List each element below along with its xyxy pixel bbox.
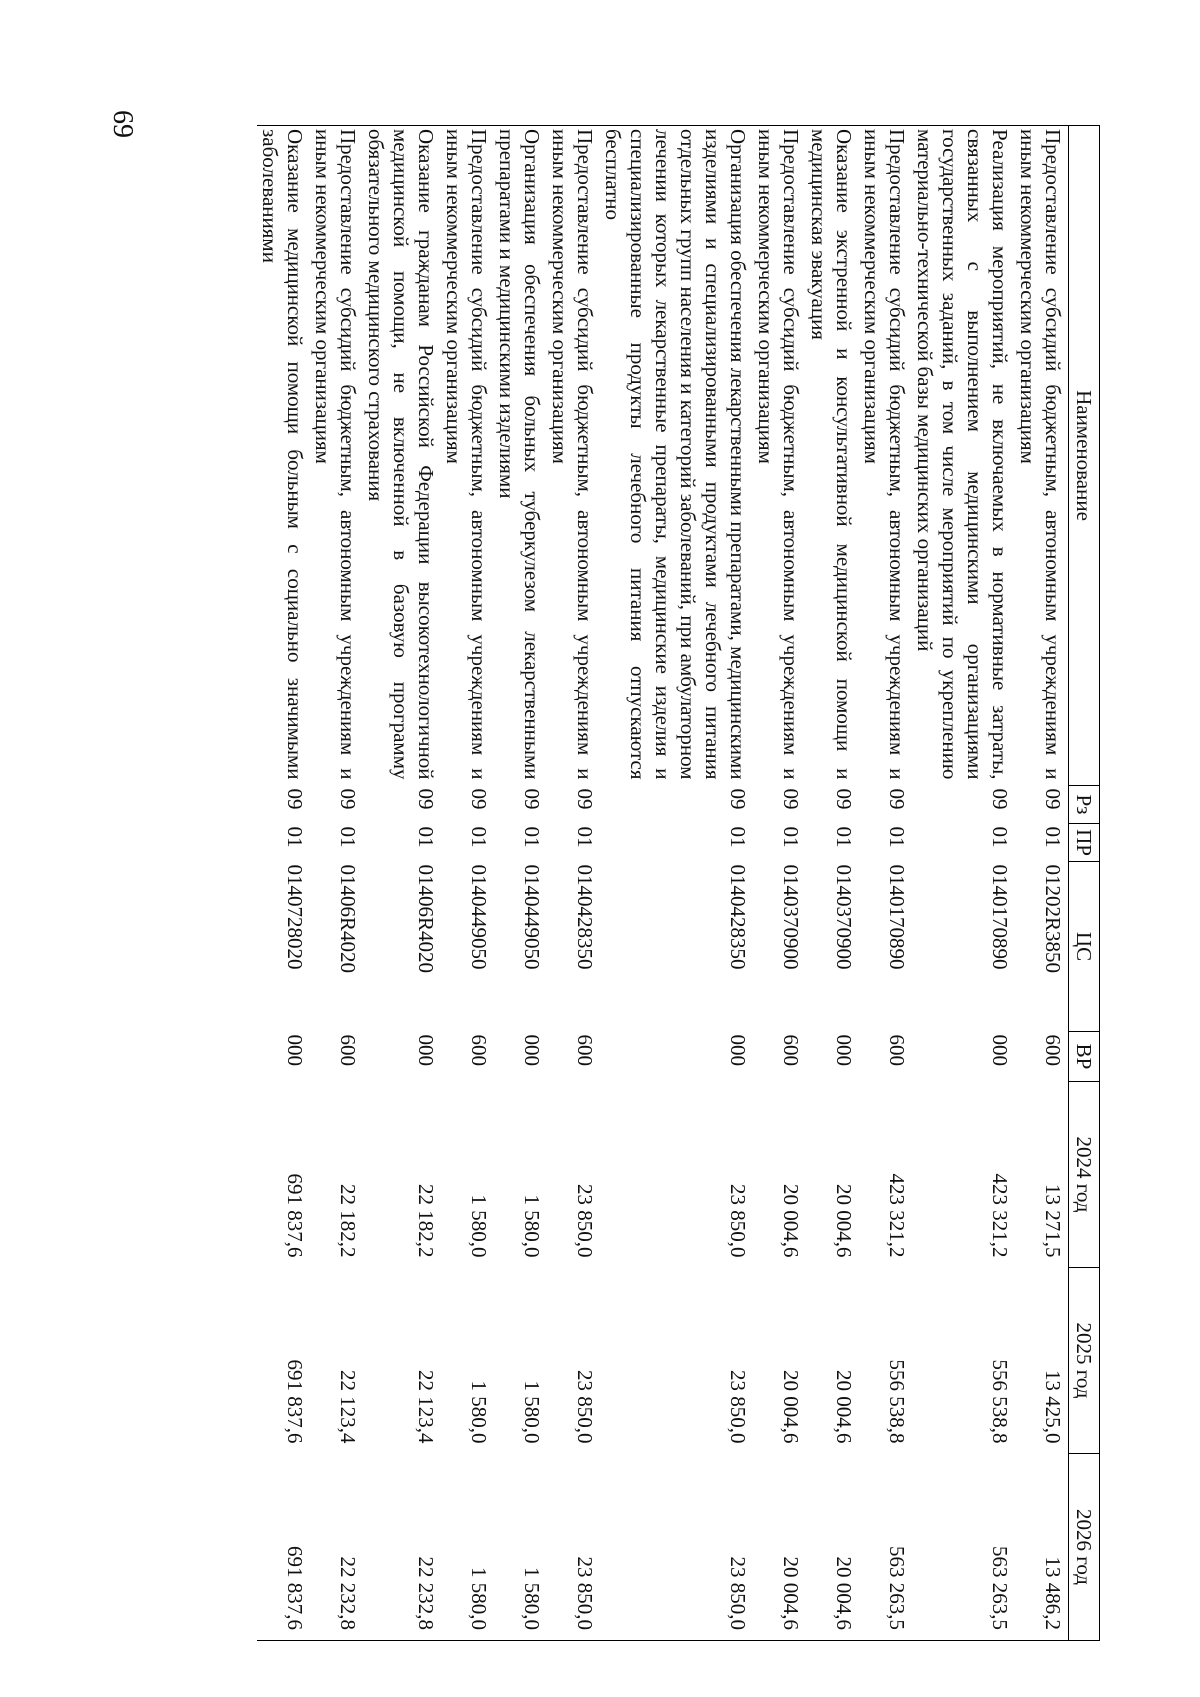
table-row <box>912 126 1015 1641</box>
table-row <box>806 126 859 1641</box>
row-pr: 01 <box>414 826 438 848</box>
row-pr: 01 <box>283 826 307 848</box>
header-2025: 2025 год <box>1069 1268 1100 1454</box>
row-name: Предоставление субсидий бюджетным, автономным учреждениям и иным некоммерческим организациям <box>753 126 806 786</box>
row-2026: 22 232,8 <box>363 1454 441 1641</box>
row-2025: 23 850,0 <box>726 1370 750 1444</box>
row-name: Оказание экстренной и консультативной медицинской помощи и медицинская эвакуация <box>806 126 859 786</box>
row-2026: 13 486,2 <box>1015 1454 1069 1641</box>
row-cs: 0140370900 <box>779 864 803 970</box>
table-row <box>547 126 600 1641</box>
row-pr: 01 <box>832 826 856 848</box>
table-row <box>441 126 494 1641</box>
header-2024: 2024 год <box>1069 1082 1100 1268</box>
row-2026: 22 232,8 <box>310 1454 363 1641</box>
row-vr: 600 <box>1041 1034 1065 1066</box>
row-cs: 0140170890 <box>988 864 1012 970</box>
row-2025: 1 580,0 <box>467 1380 491 1444</box>
header-rz: Рз <box>1069 786 1100 824</box>
row-2024: 22 182,2 <box>336 1184 360 1258</box>
row-cs: 0140428350 <box>726 864 750 970</box>
row-name: Предоставление субсидий бюджетным, автономным учреждениям и иным некоммерческим организациям <box>310 126 363 786</box>
row-2024: 23 850,0 <box>726 1184 750 1258</box>
row-pr: 01 <box>726 826 750 848</box>
table-header-row <box>1069 126 1100 1641</box>
row-2026: 563 263,5 <box>859 1454 912 1641</box>
row-2026: 563 263,5 <box>912 1454 1015 1641</box>
row-2025: 556 538,8 <box>885 1359 909 1444</box>
row-pr: 01 <box>988 826 1012 848</box>
row-2026: 1 580,0 <box>441 1454 494 1641</box>
row-name: Предоставление субсидий бюджетным, автономным учреждениям и иным некоммерческим организациям <box>859 126 912 786</box>
row-vr: 000 <box>283 1034 307 1066</box>
row-vr: 000 <box>414 1034 438 1066</box>
row-pr: 01 <box>573 826 597 848</box>
table-row <box>859 126 912 1641</box>
row-rz: 09 <box>988 788 1012 810</box>
row-name: Предоставление субсидий бюджетным, автономным учреждениям и иным некоммерческим организациям <box>1015 126 1069 786</box>
row-2024: 1 580,0 <box>520 1194 544 1258</box>
row-rz: 09 <box>573 788 597 810</box>
header-2026: 2026 год <box>1069 1454 1100 1641</box>
row-cs: 0140370900 <box>832 864 856 970</box>
row-pr: 01 <box>467 826 491 848</box>
row-rz: 09 <box>414 788 438 810</box>
row-2025: 691 837,6 <box>283 1359 307 1444</box>
header-cs: ЦС <box>1069 862 1100 1032</box>
row-2024: 22 182,2 <box>414 1184 438 1258</box>
header-vr: ВР <box>1069 1032 1100 1082</box>
row-pr: 01 <box>779 826 803 848</box>
row-cs: 0140449050 <box>467 864 491 970</box>
row-name: Реализация мероприятий, не включаемых в нормативные затраты, связанных с выполнением медицинскими организациями государственных заданий, в том числе мероприятий по укреплению материально-технической базы медицинских организаций <box>912 126 1015 786</box>
rotated-page-content <box>200 125 1100 1640</box>
row-cs: 0140428350 <box>573 864 597 970</box>
row-2024: 20 004,6 <box>779 1184 803 1258</box>
row-pr: 01 <box>885 826 909 848</box>
row-rz: 09 <box>336 788 360 810</box>
header-name: Наименование <box>1069 126 1100 786</box>
row-cs: 01406R4020 <box>336 864 360 974</box>
row-rz: 09 <box>779 788 803 810</box>
row-name: Оказание медицинской помощи больным с социально значимыми заболеваниями <box>257 126 310 786</box>
row-cs: 0140728020 <box>283 864 307 970</box>
row-vr: 600 <box>885 1034 909 1066</box>
row-cs: 0140170890 <box>885 864 909 970</box>
table-row <box>1015 126 1069 1641</box>
row-2025: 13 425,0 <box>1041 1370 1065 1444</box>
row-2025: 23 850,0 <box>573 1370 597 1444</box>
row-2024: 23 850,0 <box>573 1184 597 1258</box>
table-row <box>257 126 310 1641</box>
row-rz: 09 <box>832 788 856 810</box>
row-vr: 000 <box>726 1034 750 1066</box>
row-vr: 000 <box>520 1034 544 1066</box>
row-name: Оказание гражданам Российской Федерации высокотехнологичной медицинской помощи, не включенной в базовую программу обязательного медицинского страхования <box>363 126 441 786</box>
row-2026: 20 004,6 <box>806 1454 859 1641</box>
page-number: 69 <box>107 110 138 138</box>
row-rz: 09 <box>726 788 750 810</box>
row-2024: 20 004,6 <box>832 1184 856 1258</box>
row-vr: 600 <box>779 1034 803 1066</box>
row-2025: 20 004,6 <box>779 1370 803 1444</box>
row-2024: 423 321,2 <box>885 1173 909 1258</box>
row-vr: 600 <box>467 1034 491 1066</box>
table-row <box>494 126 547 1641</box>
budget-table <box>257 125 1100 1641</box>
row-2025: 22 123,4 <box>414 1370 438 1444</box>
row-rz: 09 <box>1041 788 1065 810</box>
row-rz: 09 <box>520 788 544 810</box>
row-cs: 0140449050 <box>520 864 544 970</box>
row-cs: 01406R4020 <box>414 864 438 974</box>
table-row <box>363 126 441 1641</box>
row-2025: 20 004,6 <box>832 1370 856 1444</box>
row-rz: 09 <box>283 788 307 810</box>
row-2024: 691 837,6 <box>283 1173 307 1258</box>
row-pr: 01 <box>336 826 360 848</box>
row-vr: 000 <box>988 1034 1012 1066</box>
row-2026: 23 850,0 <box>547 1454 600 1641</box>
row-vr: 600 <box>573 1034 597 1066</box>
row-name: Предоставление субсидий бюджетным, автономным учреждениям и иным некоммерческим организациям <box>547 126 600 786</box>
row-2024: 13 271,5 <box>1041 1184 1065 1258</box>
row-cs: 01202R3850 <box>1041 864 1065 974</box>
row-2024: 1 580,0 <box>467 1194 491 1258</box>
row-2026: 20 004,6 <box>753 1454 806 1641</box>
row-pr: 01 <box>1041 826 1065 848</box>
row-name: Организация обеспечения больных туберкулезом лекарственными препаратами и медицинскими изделиями <box>494 126 547 786</box>
row-rz: 09 <box>885 788 909 810</box>
row-vr: 600 <box>336 1034 360 1066</box>
row-vr: 000 <box>832 1034 856 1066</box>
table-row <box>310 126 363 1641</box>
row-2025: 1 580,0 <box>520 1380 544 1444</box>
row-2025: 556 538,8 <box>988 1359 1012 1444</box>
header-pr: ПР <box>1069 824 1100 862</box>
table-row <box>600 126 753 1641</box>
row-rz: 09 <box>467 788 491 810</box>
row-pr: 01 <box>520 826 544 848</box>
table-row <box>753 126 806 1641</box>
row-2026: 691 837,6 <box>257 1454 310 1641</box>
row-2026: 1 580,0 <box>494 1454 547 1641</box>
row-2024: 423 321,2 <box>988 1173 1012 1258</box>
row-2026: 23 850,0 <box>600 1454 753 1641</box>
row-name: Предоставление субсидий бюджетным, автономным учреждениям и иным некоммерческим организациям <box>441 126 494 786</box>
row-2025: 22 123,4 <box>336 1370 360 1444</box>
row-name: Организация обеспечения лекарственными препаратами, медицинскими изделиями и специализированными продуктами лечебного питания отдельных групп населения и категорий заболеваний, при амбулаторном лечении которых лекарственные препараты, медицинские изделия и специализированные продукты лечебного питания отпускаются бесплатно <box>600 126 753 786</box>
